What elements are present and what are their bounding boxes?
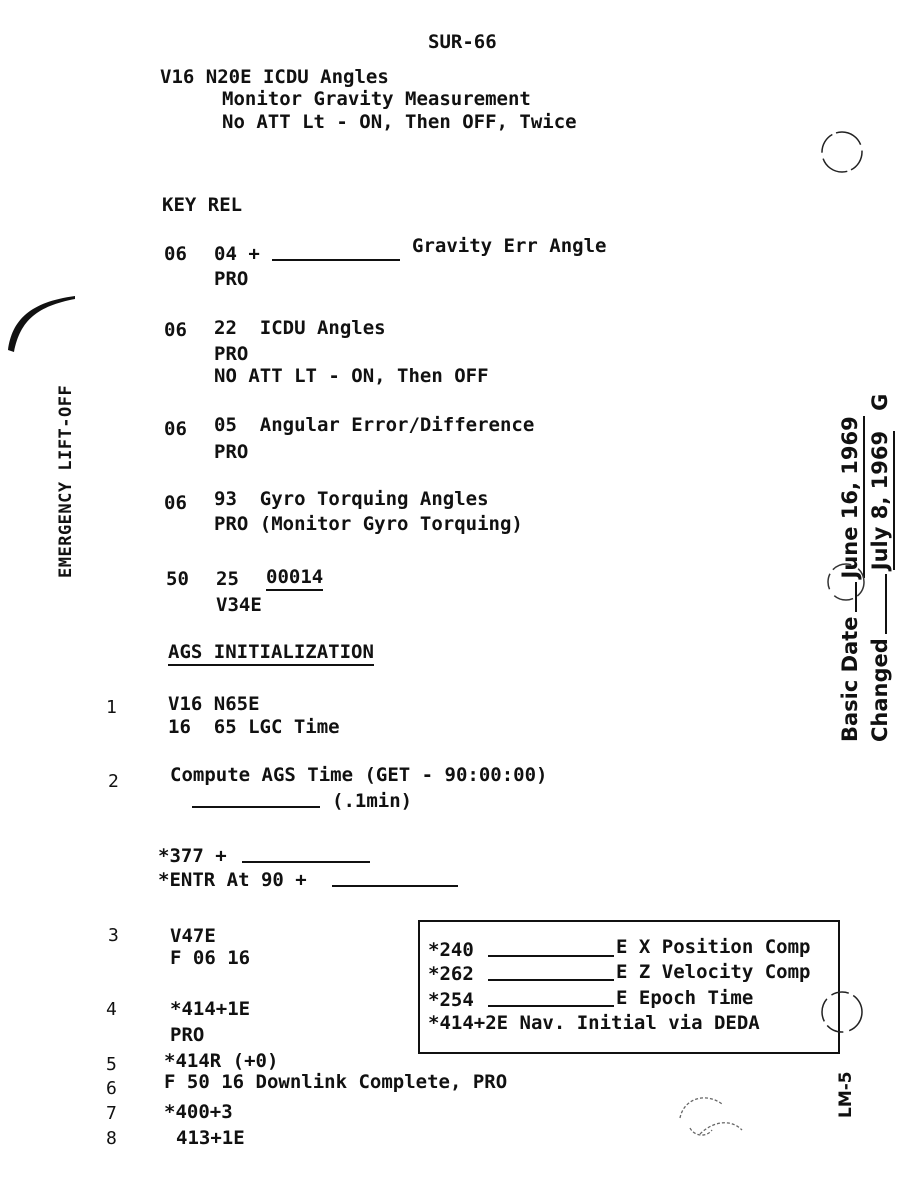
ags-heading-text: AGS INITIALIZATION <box>168 641 374 666</box>
margin-stroke-mark <box>8 296 75 352</box>
intro-line-3: No ATT Lt - ON, Then OFF, Twice <box>222 111 577 133</box>
step3-sub: PRO <box>214 441 249 463</box>
box-row4-text: *414+2E Nav. Initial via DEDA <box>428 1012 760 1034</box>
changed-date-label: Changed <box>868 638 892 742</box>
box-row1-blank <box>488 939 614 962</box>
step4-key: 06 <box>164 492 187 514</box>
ags-step8-text: 413+1E <box>176 1127 245 1149</box>
page-id: SUR-66 <box>428 31 497 53</box>
changed-date-value: July 8, 1969 <box>868 431 895 570</box>
step3-key: 06 <box>164 418 187 440</box>
ags-step3-line2: F 06 16 <box>170 947 251 969</box>
binder-hole-top <box>822 132 862 172</box>
ags-step2-number: 2 <box>108 771 119 792</box>
basic-date-label: Basic Date <box>838 616 862 742</box>
ags-step6-number: 6 <box>106 1078 117 1099</box>
document-code: LM-5 <box>836 1071 856 1118</box>
changed-date-rule <box>869 574 887 634</box>
step1-text: 04 + <box>214 243 260 265</box>
ags-calc-entr-blank <box>332 869 458 892</box>
ags-step4-line2: PRO <box>170 1024 205 1046</box>
box-row3-code: *254 <box>428 989 474 1011</box>
step5-key: 50 <box>166 568 189 590</box>
changed-date-line <box>868 394 892 742</box>
step1-key: 06 <box>164 243 187 265</box>
ags-step8-number: 8 <box>106 1128 117 1149</box>
box-row2-text: E Z Velocity Comp <box>616 961 811 983</box>
ags-step2-line1: Compute AGS Time (GET - 90:00:00) <box>170 764 548 786</box>
step1-blank <box>272 243 400 266</box>
ags-step7-number: 7 <box>106 1103 117 1124</box>
ags-step3-line1: V47E <box>170 925 216 947</box>
handwritten-mark <box>680 1098 742 1135</box>
ags-step1-number: 1 <box>106 697 117 718</box>
step5-value-text: 00014 <box>266 566 323 591</box>
step3-text: 05 Angular Error/Difference <box>214 414 535 436</box>
box-row1-code: *240 <box>428 939 474 961</box>
step1-label: Gravity Err Angle <box>412 235 607 257</box>
ags-step5-number: 5 <box>106 1054 117 1075</box>
step2-sub1: PRO <box>214 343 249 365</box>
ags-calc-377-blank <box>242 845 370 868</box>
key-rel-heading: KEY REL <box>162 194 243 216</box>
ags-heading <box>168 641 374 663</box>
ags-step5-text: *414R (+0) <box>164 1050 279 1072</box>
box-row2-code: *262 <box>428 963 474 985</box>
step4-sub: PRO (Monitor Gyro Torquing) <box>214 513 523 535</box>
ags-calc-entr: *ENTR At 90 + <box>158 869 307 891</box>
ags-step7-text: *400+3 <box>164 1101 233 1123</box>
step5-rel: 25 <box>216 568 239 590</box>
step1-sub: PRO <box>214 268 249 290</box>
basic-date-rule <box>839 582 857 612</box>
ags-step1-line2: 16 65 LGC Time <box>168 716 340 738</box>
basic-date-line <box>838 416 862 742</box>
box-row2-blank <box>488 963 614 986</box>
box-row1-text: E X Position Comp <box>616 936 811 958</box>
ags-step1-line1: V16 N65E <box>168 693 260 715</box>
emergency-liftoff-label: EMERGENCY LIFT-OFF <box>56 384 76 578</box>
step5-value <box>266 566 323 588</box>
step2-text: 22 ICDU Angles <box>214 317 386 339</box>
step4-text: 93 Gyro Torquing Angles <box>214 488 489 510</box>
ags-step4-line1: *414+1E <box>170 998 251 1020</box>
ags-step2-line2: (.1min) <box>332 790 413 812</box>
ags-step3-number: 3 <box>108 925 119 946</box>
basic-date-value: June 16, 1969 <box>838 416 865 578</box>
ags-step6-text: F 50 16 Downlink Complete, PRO <box>164 1071 508 1093</box>
ags-step2-blank <box>192 790 320 813</box>
ags-calc-377: *377 + <box>158 845 227 867</box>
step2-sub2: NO ATT LT - ON, Then OFF <box>214 365 489 387</box>
step2-key: 06 <box>164 319 187 341</box>
intro-line-2: Monitor Gravity Measurement <box>222 88 531 110</box>
box-row3-blank <box>488 989 614 1012</box>
box-row3-text: E Epoch Time <box>616 987 754 1009</box>
intro-line-1: V16 N20E ICDU Angles <box>160 66 389 88</box>
ags-step4-number: 4 <box>106 999 117 1020</box>
revision-letter: G <box>868 393 892 411</box>
step5-sub: V34E <box>216 594 262 616</box>
